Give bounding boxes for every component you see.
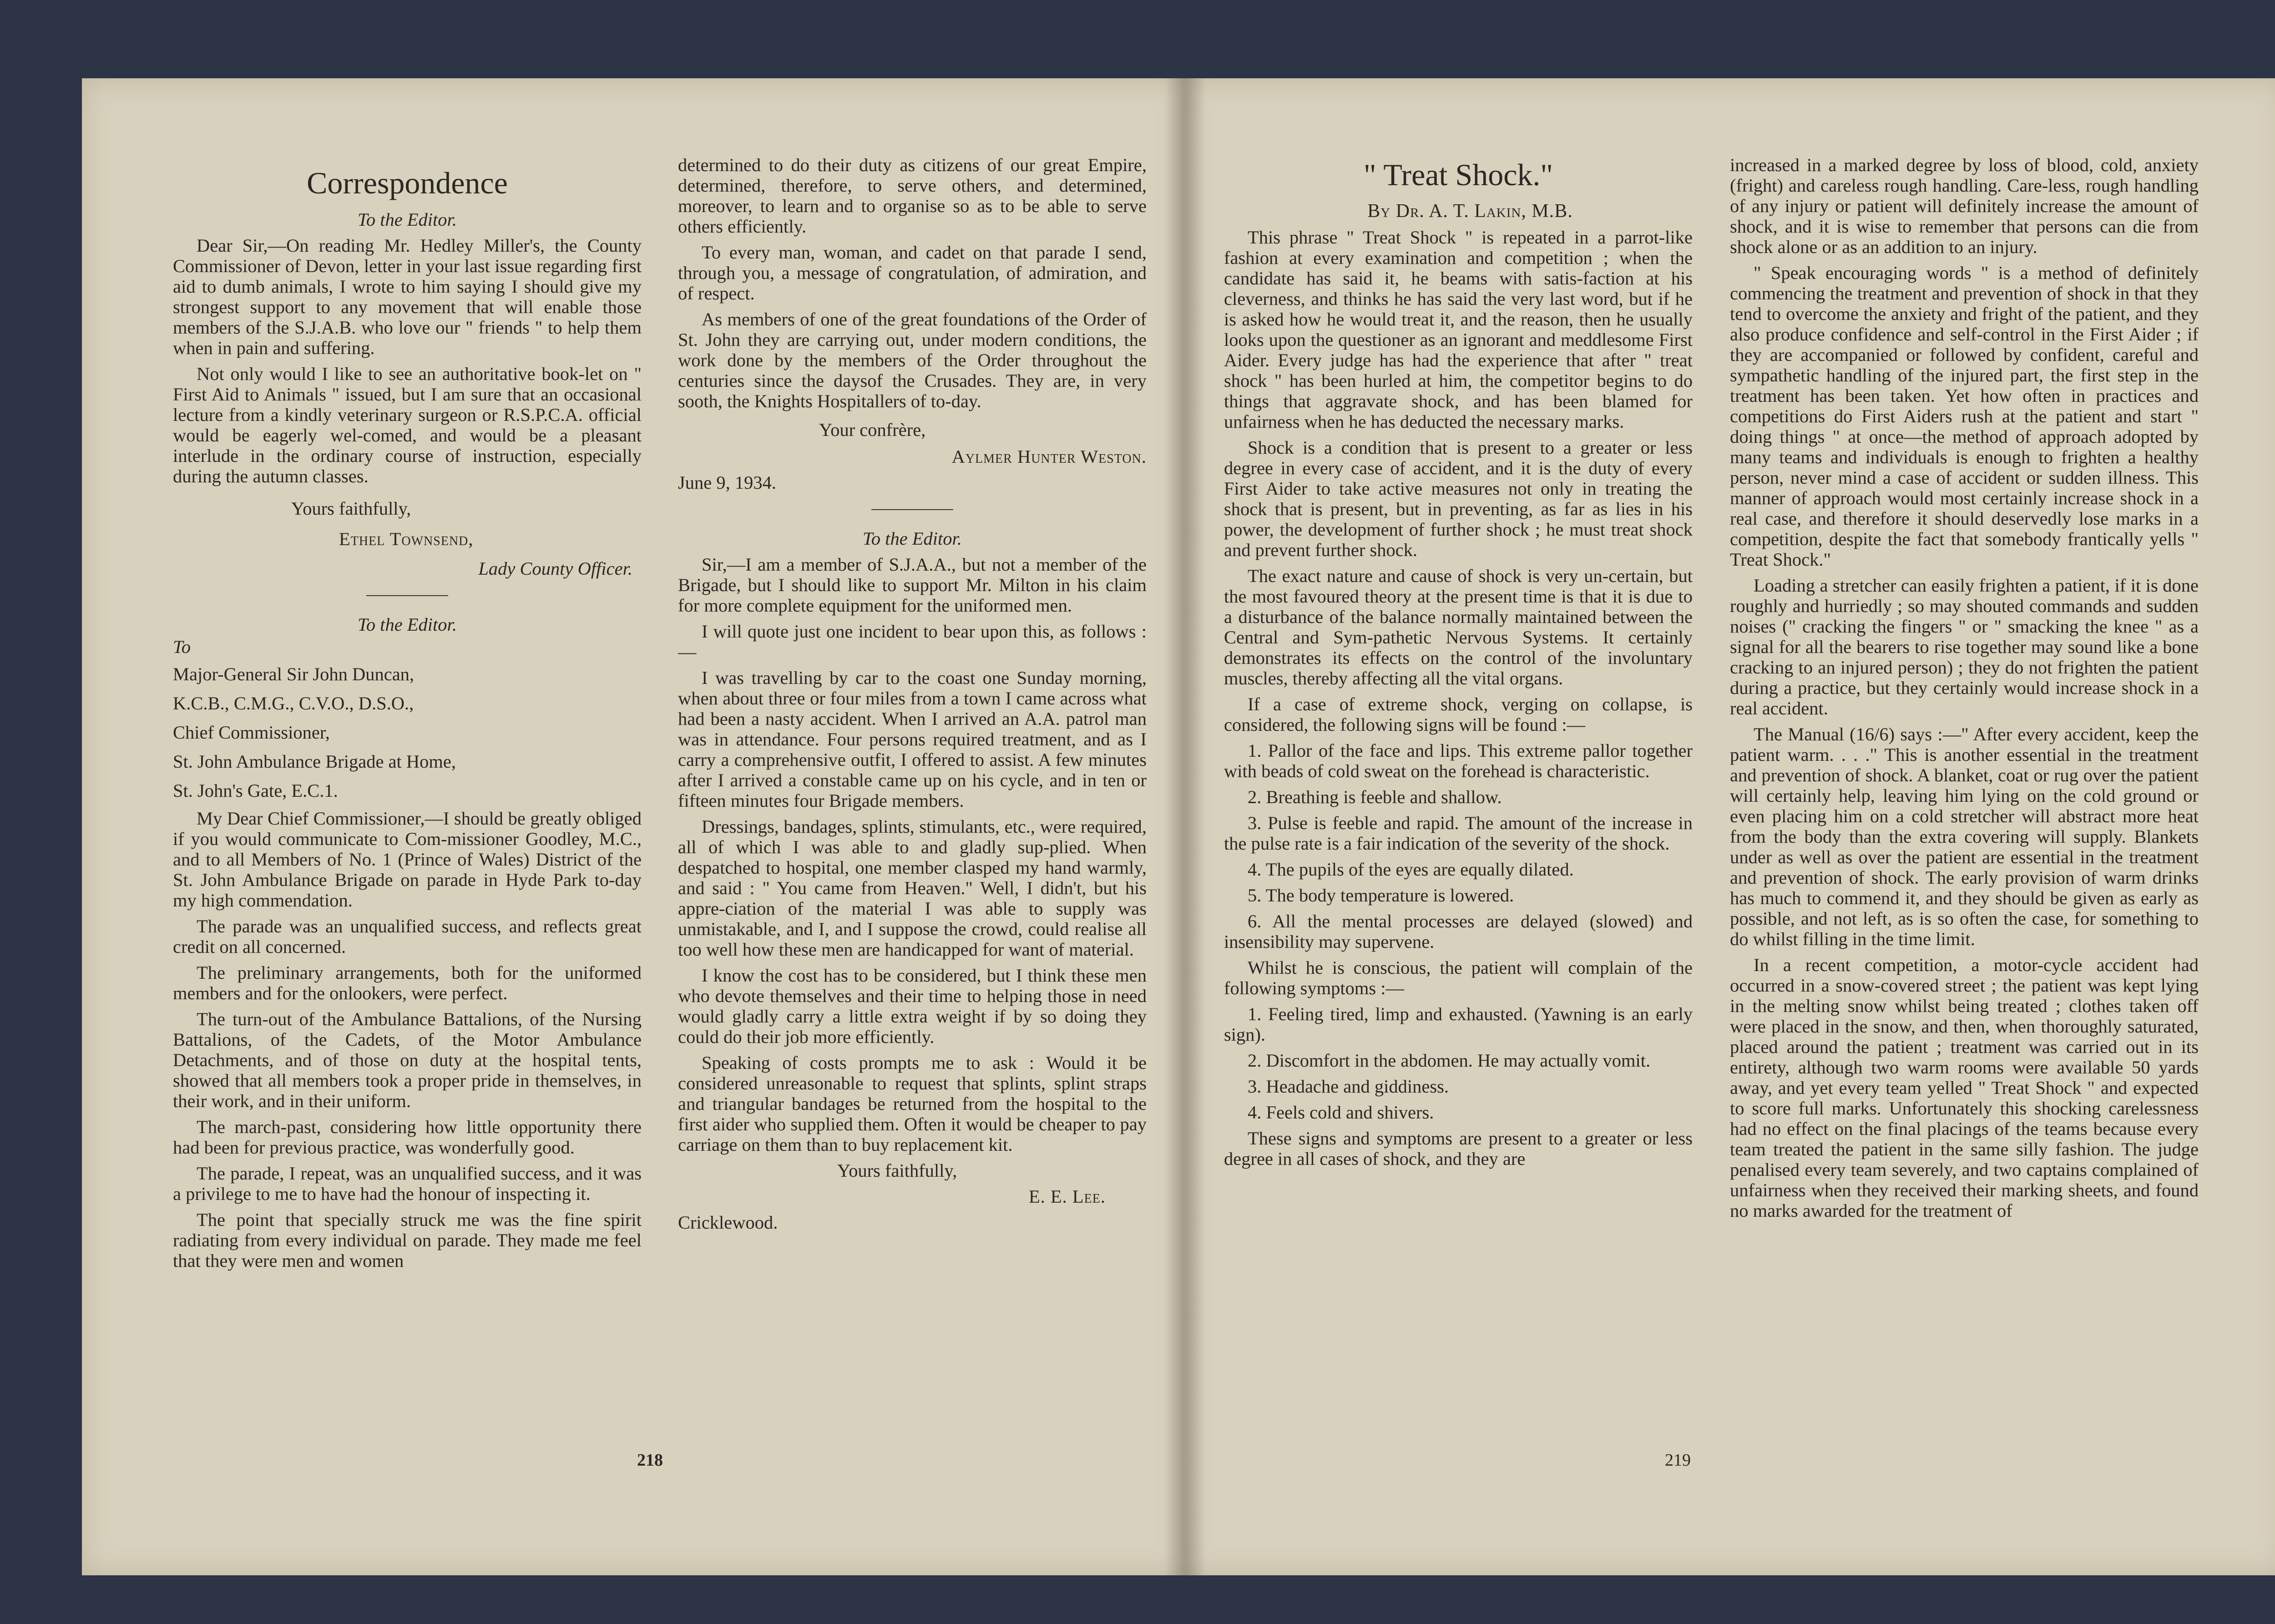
list-item: 6. All the mental processes are delayed (slowed) and insensibility may supervene. [1224,911,1693,952]
page-number: 218 [637,1451,663,1470]
signoff: Yours faithfully, [291,498,411,519]
address-line: St. John Ambulance Brigade at Home, [173,751,456,772]
correspondence-title: Correspondence [307,166,508,200]
right-page [1184,78,2275,1575]
letter2-continued: determined to do their duty as citizens of our great Empire, determined, therefore, to serve others, and determined, moreover, to learn and to organise so as to be able to serve others efficiently. [678,155,1147,237]
letter-date: June 9, 1934. [678,472,776,493]
list-item: 1. Feeling tired, limp and exhausted. (Yawning is an early sign). [1224,1004,1693,1045]
letter1-paragraph: Dear Sir,—On reading Mr. Hedley Miller's, the County Commissioner of Devon, letter in your last issue regarding first aid to dumb animals, I wrote to him saying I should give my strongest support to any movement that will enable those members of the S.J.A.B. who love our " friends " to help them when in pain and suffering. [173,235,642,358]
list-item: 2. Breathing is feeble and shallow. [1248,787,1502,807]
signature-name: Aylmer Hunter Weston. [951,446,1147,467]
signs-list [1224,740,1693,952]
signoff: Yours faithfully, [837,1160,957,1181]
letter2-paragraph: As members of one of the great foundations of the Order of St. John they are carrying out, under modern conditions, the work done by the members of the Order throughout the centuries since the daysof the Crusades. They are, in very sooth, the Knights Hospitallers of to-day. [678,309,1147,411]
left-column-2 [678,155,1147,1238]
list-item: 5. The body temperature is lowered. [1248,885,1514,906]
to-the-editor-heading: To the Editor. [863,528,962,549]
letter2-paragraph: The point that specially struck me was the fine spirit radiating from every individual on parade. They made me feel that they were men and women [173,1209,642,1271]
signoff: Your confrère, [819,420,926,440]
article-paragraph: Whilst he is conscious, the patient will complain of the following symptoms :— [1224,957,1693,998]
letter3-paragraph: Sir,—I am a member of S.J.A.A., but not a member of the Brigade, but I should like to support Mr. Milton in his claim for more complete equipment for the uniformed men. [678,554,1147,616]
book-gutter [1165,78,1206,1575]
signature-name: E. E. Lee. [1028,1186,1106,1207]
signature-title: Lady County Officer. [478,558,632,579]
address-line: K.C.B., C.M.G., C.V.O., D.S.O., [173,693,414,713]
list-item: 3. Pulse is feeble and rapid. The amount of the increase in the pulse rate is a fair indication of the severity of the shock. [1224,813,1693,854]
article-paragraph: These signs and symptoms are present to a greater or less degree in all cases of shock, and they are [1224,1128,1693,1169]
right-column-2 [1730,155,2199,1226]
article-paragraph: If a case of extreme shock, verging on collapse, is considered, the following signs will be found :— [1224,694,1693,735]
symptoms-list [1224,1004,1693,1123]
letter2-paragraph: The parade was an unqualified success, and reflects great credit on all concerned. [173,916,642,957]
divider-rule [871,509,953,510]
letter2-paragraph: The preliminary arrangements, both for the uniformed members and for the onlookers, were perfect. [173,962,642,1003]
letter3-paragraph: Speaking of costs prompts me to ask : Would it be considered unreasonable to request that splints, splint straps and triangular bandages be returned from the hospital to the first aider who supplied them. Often it would be cheaper to pay carriage on them than to buy replacement kit. [678,1052,1147,1155]
article-paragraph: This phrase " Treat Shock " is repeated in a parrot-like fashion at every examination and competition ; when the candidate has said it, he beams with satis-faction at his cleverness, and thinks he has said the very last word, but if he is asked how he would treat it, and the reason, then he usually looks upon the questioner as an ignorant and meddlesome First Aider. Every judge has had the experience that after " treat shock " has been hurled at him, the competitor begins to do things that aggravate shock, and has been blamed for unfairness when he has deducted the necessary marks. [1224,227,1693,432]
signature-name: Ethel Townsend, [339,529,474,549]
page-number: 219 [1665,1451,1691,1470]
letter2-paragraph: The turn-out of the Ambulance Battalions, of the Nursing Battalions, of the Cadets, of the Motor Ambulance Detachments, and of those on duty at the hospital tents, showed that all members took a proper pride in themselves, in their work, and in their uniform. [173,1009,642,1111]
to-the-editor-heading: To the Editor. [358,209,457,230]
letter1-paragraph: Not only would I like to see an authoritative book-let on " First Aid to Animals " issued, but I am sure that an occasional lecture from a kindly veterinary surgeon or R.S.P.C.A. official would be eagerly wel-comed, and would be a pleasant interlude in the ordinary course of instruction, especially during the autumn classes. [173,364,642,486]
article-title: " Treat Shock." [1363,157,1553,192]
address-line: Major-General Sir John Duncan, [173,664,415,684]
address-line: St. John's Gate, E.C.1. [173,780,338,801]
letter2-paragraph: To every man, woman, and cadet on that parade I send, through you, a message of congratulation, of admiration, and of respect. [678,242,1147,304]
letter2-paragraph: My Dear Chief Commissioner,—I should be greatly obliged if you would communicate to Com-missioner Goodley, M.C., and to all Members of No. 1 (Prince of Wales) District of the St. John Ambulance Brigade on parade in Hyde Park to-day my high commendation. [173,808,642,911]
article-paragraph: Shock is a condition that is present to a greater or less degree in every case of accident, and it is the duty of every First Aider to take active measures not only in treating the shock that is present, but in preventing, as far as lies in his power, the development of further shock ; he must treat shock and prevent further shock. [1224,437,1693,560]
letter2-paragraph: The march-past, considering how little opportunity there had been for previous practice, was wonderfully good. [173,1117,642,1158]
article-paragraph: The Manual (16/6) says :—" After every accident, keep the patient warm. . . ." This is another essential in the treatment and prevention of shock. A blanket, coat or rug over the patient will certainly help, leaving him lying on the cold ground or even placing him on a cold stretcher will abstract more heat from the body than the extra covering will supply. Blankets under as well as over the patient are essential in the treatment and prevention of shock. The early provision of warm drinks has much to commend it, and they should be given as early as possible, and not left, as is so often the case, for something to do whilst filling in the time limit. [1730,724,2199,949]
left-column-1 [173,165,642,1276]
article-paragraph: The exact nature and cause of shock is very un-certain, but the most favoured theory at the present time is that it is due to a disturbance of the balance normally maintained between the Central and Sym-pathetic Nervous Systems. It certainly demonstrates its effects on the control of the involuntary muscles, thereby affecting all the vital organs. [1224,566,1693,688]
letter3-paragraph: I know the cost has to be considered, but I think these men who devote themselves and their time to helping those in need would gladly carry a little extra weight if by so doing they could do their job more efficiently. [678,965,1147,1047]
list-item: 1. Pallor of the face and lips. This extreme pallor together with beads of cold sweat on the forehead is characteristic. [1224,740,1693,781]
right-column-1 [1224,157,1693,1174]
article-paragraph: Loading a stretcher can easily frighten a patient, if it is done roughly and hurriedly ; so may shouted commands and sudden noises (" cracking the fingers " or " smacking the knee " as a signal for all the bearers to rise together may sound like a bone cracking to an injured person) ; they do not frighten the patient during a practice, but they certainly would increase shock in a real accident. [1730,575,2199,718]
letter2-paragraph: The parade, I repeat, was an unqualified success, and it was a privilege to me to have had the honour of inspecting it. [173,1163,642,1204]
address-line: Chief Commissioner, [173,722,330,743]
letter3-paragraph: I was travelling by car to the coast one Sunday morning, when about three or four miles from a town I came across what had been a nasty accident. When I arrived an A.A. patrol man was in attendance. Four persons required treatment, and as I carry a comprehensive outfit, I offered to assist. A few minutes after I arrived a constable came up on his cycle, and in ten or fifteen minutes four Brigade members. [678,668,1147,811]
list-item: 2. Discomfort in the abdomen. He may actually vomit. [1248,1050,1651,1071]
letter3-paragraph: Dressings, bandages, splints, stimulants, etc., were required, all of which I was able to and gladly sup-plied. When despatched to hospital, one member clasped my hand warmly, and said : " You came from Heaven." Well, I didn't, but his appre-ciation of the material I was able to supply was unmistakable, and I, and I suppose the crowd, could realise all too well how these men are handicapped for want of material. [678,816,1147,960]
list-item: 3. Headache and giddiness. [1248,1076,1449,1097]
article-paragraph: " Speak encouraging words " is a method of definitely commencing the treatment and prevention of shock in that they tend to overcome the anxiety and fright of the patient, and they also produce confidence and self-control in the First Aider ; if they are accompanied or followed by confident, careful and sympathetic handling of the injured part, the first step in the treatment has been taken. Yet how often in practices and competitions do First Aiders rush at the patient and start " doing things " at once—the method of approach adopted by many teams and individuals is enough to frighten a healthy person, never mind a case of accident or sudden illness. This manner of approach would most certainly increase shock in a real case, and therefore it should deservedly lose marks in a competition, despite the fact that somebody frantically yells " Treat Shock." [1730,263,2199,570]
address-to: To [173,637,191,657]
list-item: 4. Feels cold and shivers. [1248,1102,1434,1123]
article-paragraph: increased in a marked degree by loss of blood, cold, anxiety (fright) and careless rough handling. Care-less, rough handling of any injury or patient will definitely increase the amount of shock, and it is wise to remember that persons can die from shock alone or as an addition to an injury. [1730,155,2199,257]
article-byline: By Dr. A. T. Lakin, M.B. [1367,201,1573,222]
place-name: Cricklewood. [678,1212,778,1233]
letter3-paragraph: I will quote just one incident to bear upon this, as follows :— [678,621,1147,662]
left-page [82,78,1184,1575]
list-item: 4. The pupils of the eyes are equally dilated. [1248,859,1574,880]
to-the-editor-heading: To the Editor. [358,614,457,635]
divider-rule [366,595,448,596]
article-paragraph: In a recent competition, a motor-cycle accident had occurred in a snow-covered street ; the patient was kept lying in the melting snow whilst being treated ; clothes taken off were placed in the snow, and then, when thoroughly saturated, placed around the patient ; treatment was carried out in its entirety, although two warm rooms were available 50 yards away, and yet every team yelled " Treat Shock " and expected to score full marks. Unfortunately this shocking carelessness had no effect on the final placings of the teams because every team treated the patient in the same silly fashion. The judge penalised every team severely, and two captains complained of unfairness when they received their marking sheets, and found no marks awarded for the treatment of [1730,955,2199,1221]
